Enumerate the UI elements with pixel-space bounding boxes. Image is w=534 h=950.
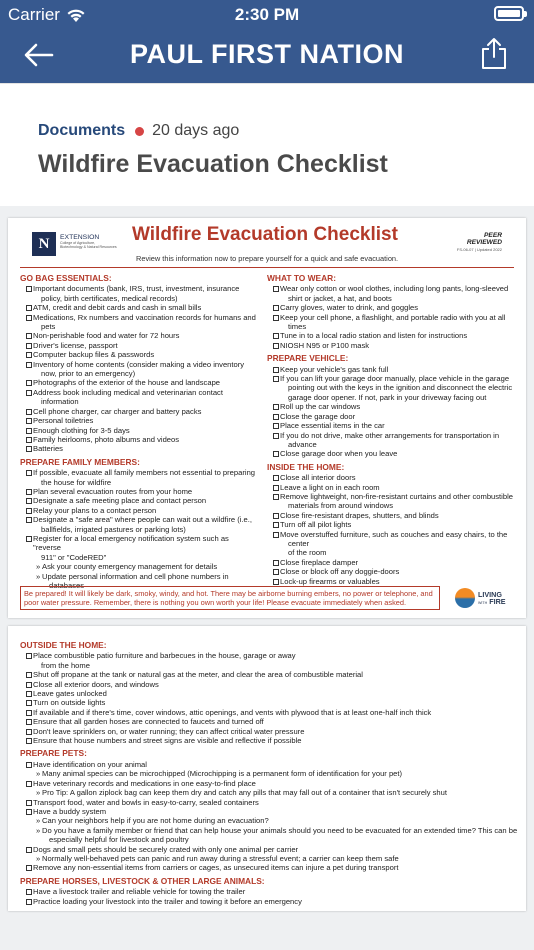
- checklist-item: Close garage door when you leave: [267, 449, 513, 458]
- checklist-item: Wear only cotton or wool clothes, including long pants, long-sleeved: [267, 284, 513, 293]
- checklist-item: ballfields, irrigated pastures or parking lots): [41, 524, 186, 534]
- checklist-item: shirt or jacket, a hat, and boots: [288, 293, 392, 303]
- section-heading: OUTSIDE THE HOME:: [20, 640, 107, 650]
- checklist-item: Computer backup files & passwords: [20, 350, 258, 359]
- checklist-item: Leave a light on in each room: [267, 483, 513, 492]
- checklist-item: NIOSH N95 or P100 mask: [267, 341, 513, 350]
- checklist-item: Family heirlooms, photo albums and videos: [20, 435, 258, 444]
- checklist-item: Tune in to a local radio station and listen for instructions: [267, 331, 513, 340]
- checklist-item: Remove lightweight, non-fire-resistant curtains and other combustible: [267, 492, 513, 501]
- status-bar: [0, 0, 534, 30]
- category-link[interactable]: Documents: [38, 122, 126, 139]
- checklist-item: from the home: [41, 660, 90, 670]
- document-page-2: [8, 626, 526, 911]
- checklist-item: Have a livestock trailer and reliable vehicle for towing the trailer: [20, 887, 520, 896]
- checklist-item: If you do not drive, make other arrangements for transportation in: [267, 431, 513, 440]
- checklist-item: Keep your vehicle's gas tank full: [267, 365, 513, 374]
- checklist-item: center: [288, 538, 310, 548]
- checklist-item: Close the garage door: [267, 412, 513, 421]
- document-title: Wildfire Evacuation Checklist: [132, 224, 398, 245]
- checklist-item: materials from around windows: [288, 501, 394, 511]
- header-title: PAUL FIRST NATION: [130, 39, 404, 69]
- checklist-item: » Many animal species can be microchipped (Microchipping is a permanent form of identification for your pet): [20, 769, 520, 778]
- document-viewer[interactable]: [0, 206, 534, 950]
- app-header: [0, 0, 534, 83]
- checklist-item: » Do you have a family member or friend that can help house your animals should you need to be evacuated for an extended time? This can be: [20, 826, 520, 835]
- checklist-item: the house for wildfire: [41, 477, 112, 487]
- right-column: [267, 270, 513, 586]
- checklist-item: policy, birth certificates, medical records): [41, 293, 178, 303]
- checklist-item: pets: [41, 322, 56, 332]
- checklist-item: Close all interior doors: [267, 473, 513, 482]
- section-heading: PREPARE FAMILY MEMBERS:: [20, 456, 140, 467]
- checklist-item: Place essential items in the car: [267, 421, 513, 430]
- section-heading: PREPARE HORSES, LIVESTOCK & OTHER LARGE ANIMALS:: [20, 875, 265, 886]
- checklist-item: Designate a "safe area" where people can wait out a wildfire (i.e.,: [20, 515, 258, 524]
- battery-icon: [494, 6, 524, 21]
- page2-column: [20, 637, 520, 906]
- checklist-item: Inventory of home contents (consider making a video inventory: [20, 360, 258, 369]
- checklist-item: Have a buddy system: [20, 807, 520, 816]
- checklist-item: databases: [49, 581, 85, 590]
- document-subtitle: Review this information now to prepare yourself for a quick and safe evacuation.: [136, 254, 399, 263]
- checklist-item: Have identification on your animal: [20, 760, 520, 769]
- checklist-item: ATM, credit and debit cards and cash in small bills: [20, 303, 258, 312]
- checklist-item: Practice loading your livestock into the trailer and towing it before an emergency: [20, 897, 520, 906]
- checklist-item: Medications, Rx numbers and vaccination records for humans and: [20, 313, 258, 322]
- checklist-item: If available and if there's time, cover windows, attic openings, and vents with plywood that is at least one-half inch thick: [20, 708, 520, 717]
- article-title: Wildfire Evacuation Checklist: [38, 150, 388, 178]
- checklist-item: Personal toiletries: [20, 416, 258, 425]
- checklist-item: times: [288, 322, 307, 332]
- checklist-item: Have veterinary records and medications in one easy-to-find place: [20, 779, 520, 788]
- section-heading: INSIDE THE HOME:: [267, 461, 345, 472]
- title-rule: [20, 267, 514, 268]
- checklist-item: Designate a safe meeting place and contact person: [20, 496, 258, 505]
- checklist-item: of the room: [288, 548, 327, 558]
- checklist-item: Carry gloves, water to drink, and goggles: [267, 303, 513, 312]
- checklist-item: Plan several evacuation routes from your home: [20, 487, 258, 496]
- checklist-item: Enough clothing for 3-5 days: [20, 426, 258, 435]
- checklist-item: Driver's license, passport: [20, 341, 258, 350]
- article-age: 20 days ago: [152, 122, 240, 139]
- checklist-item: » Can your neighbors help if you are not home during an evacuation?: [20, 816, 520, 825]
- section-heading: PREPARE PETS:: [20, 748, 87, 759]
- left-column: [20, 270, 258, 590]
- checklist-item: Non-perishable food and water for 72 hours: [20, 331, 258, 340]
- checklist-item: Dogs and small pets should be securely crated with only one animal per carrier: [20, 845, 520, 854]
- extension-label: EXTENSION College of Agriculture, Biotechnology & Natural Resources: [60, 234, 117, 250]
- checklist-item: If possible, evacuate all family members not essential to preparing: [20, 468, 258, 477]
- checklist-item: information: [41, 397, 79, 407]
- checklist-item: Close fire-resistant drapes, shutters, and blinds: [267, 511, 513, 520]
- checklist-item: Photographs of the exterior of the house and landscape: [20, 378, 258, 387]
- checklist-item: Keep your cell phone, a flashlight, and portable radio with you at all: [267, 313, 513, 322]
- carrier-label: Carrier: [8, 5, 60, 24]
- checklist-item: » Ask your county emergency management for details: [20, 562, 258, 571]
- checklist-item: » Normally well-behaved pets can panic and run away during a stressful event; a carrier can keep them safe: [20, 854, 520, 863]
- checklist-item: Move overstuffed furniture, such as couches and easy chairs, to the: [267, 530, 513, 539]
- checklist-item: especially helpful for livestock and poultry: [49, 835, 189, 845]
- header-divider: [0, 83, 534, 84]
- checklist-item: Relay your plans to a contact person: [20, 506, 258, 515]
- share-icon[interactable]: [480, 36, 508, 70]
- checklist-item: Cell phone charger, car charger and battery packs: [20, 407, 258, 416]
- university-logo: N: [32, 232, 56, 256]
- checklist-item: If you can lift your garage door manually, place vehicle in the garage: [267, 374, 513, 383]
- checklist-item: Remove any non-essential items from carriers or cages, as unsecured items can injure a pet during transport: [20, 863, 520, 872]
- checklist-item: » Pro Tip: A gallon ziplock bag can keep them dry and catch any pills that may fall out of a container that isn't securely shut: [20, 788, 520, 797]
- category-dot: [135, 127, 144, 136]
- checklist-item: Close fireplace damper: [267, 558, 513, 567]
- checklist-item: Close or block off any doggie-doors: [267, 567, 513, 576]
- article-meta: [38, 122, 239, 140]
- peer-reviewed-badge: PEER REVIEWED FS-06-07 | Updated 2022: [456, 232, 502, 252]
- section-heading: GO BAG ESSENTIALS:: [20, 273, 112, 283]
- checklist-item: 911" or "CodeRED": [41, 552, 107, 562]
- checklist-item: Important documents (bank, IRS, trust, investment, insurance: [20, 284, 258, 293]
- checklist-item: Ensure that all garden hoses are connected to faucets and turned off: [20, 717, 520, 726]
- checklist-item: Batteries: [20, 444, 258, 453]
- checklist-item: Lock-up firearms or valuables: [267, 577, 513, 586]
- document-page-1: [8, 218, 526, 618]
- nav-bar: [0, 30, 534, 80]
- section-heading: PREPARE VEHICLE:: [267, 353, 349, 364]
- checklist-item: Register for a local emergency notification system such as "reverse: [20, 534, 258, 553]
- document-header: [32, 224, 502, 272]
- section-heading: WHAT TO WEAR:: [267, 273, 337, 283]
- checklist-item: now, prior to an emergency): [41, 369, 136, 379]
- checklist-item: Ensure that house numbers and street signs are visible and reflective if possible: [20, 736, 520, 745]
- checklist-item: Address book including medical and veterinarian contact: [20, 388, 258, 397]
- checklist-item: Leave gates unlocked: [20, 689, 520, 698]
- checklist-item: Close all exterior doors, and windows: [20, 680, 520, 689]
- clock: 2:30 PM: [234, 5, 300, 24]
- checklist-item: Place combustible patio furniture and barbecues in the house, garage or away: [20, 651, 520, 660]
- checklist-item: garage door opener. If not, park in your driveway facing out: [288, 392, 487, 402]
- checklist-item: Turn on outside lights: [20, 698, 520, 707]
- checklist-item: Don't leave sprinklers on, or water running; they can affect critical water pressure: [20, 727, 520, 736]
- living-with-fire-logo: LIVING WITH FIRE: [455, 588, 515, 608]
- checklist-item: Roll up the car windows: [267, 402, 513, 411]
- checklist-item: advance: [288, 439, 317, 449]
- checklist-item: pointing out with the keys in the ignition and disconnect the electric: [288, 383, 513, 393]
- checklist-item: Transport food, water and bowls in easy-to-carry, sealed containers: [20, 798, 520, 807]
- flame-icon: [455, 588, 475, 608]
- checklist-item: » Update personal information and cell phone numbers in: [20, 572, 258, 581]
- evacuation-warning: Be prepared! It will likely be dark, smoky, windy, and hot. There may be airborne burning embers, no power or telephone, and poor water pressure. Remember, there is nothing you own worth your life! Please evacuate immediately when asked.: [20, 586, 440, 610]
- checklist-item: Turn off all pilot lights: [267, 520, 513, 529]
- checklist-item: Shut off propane at the tank or natural gas at the meter, and clear the area of combustible material: [20, 670, 520, 679]
